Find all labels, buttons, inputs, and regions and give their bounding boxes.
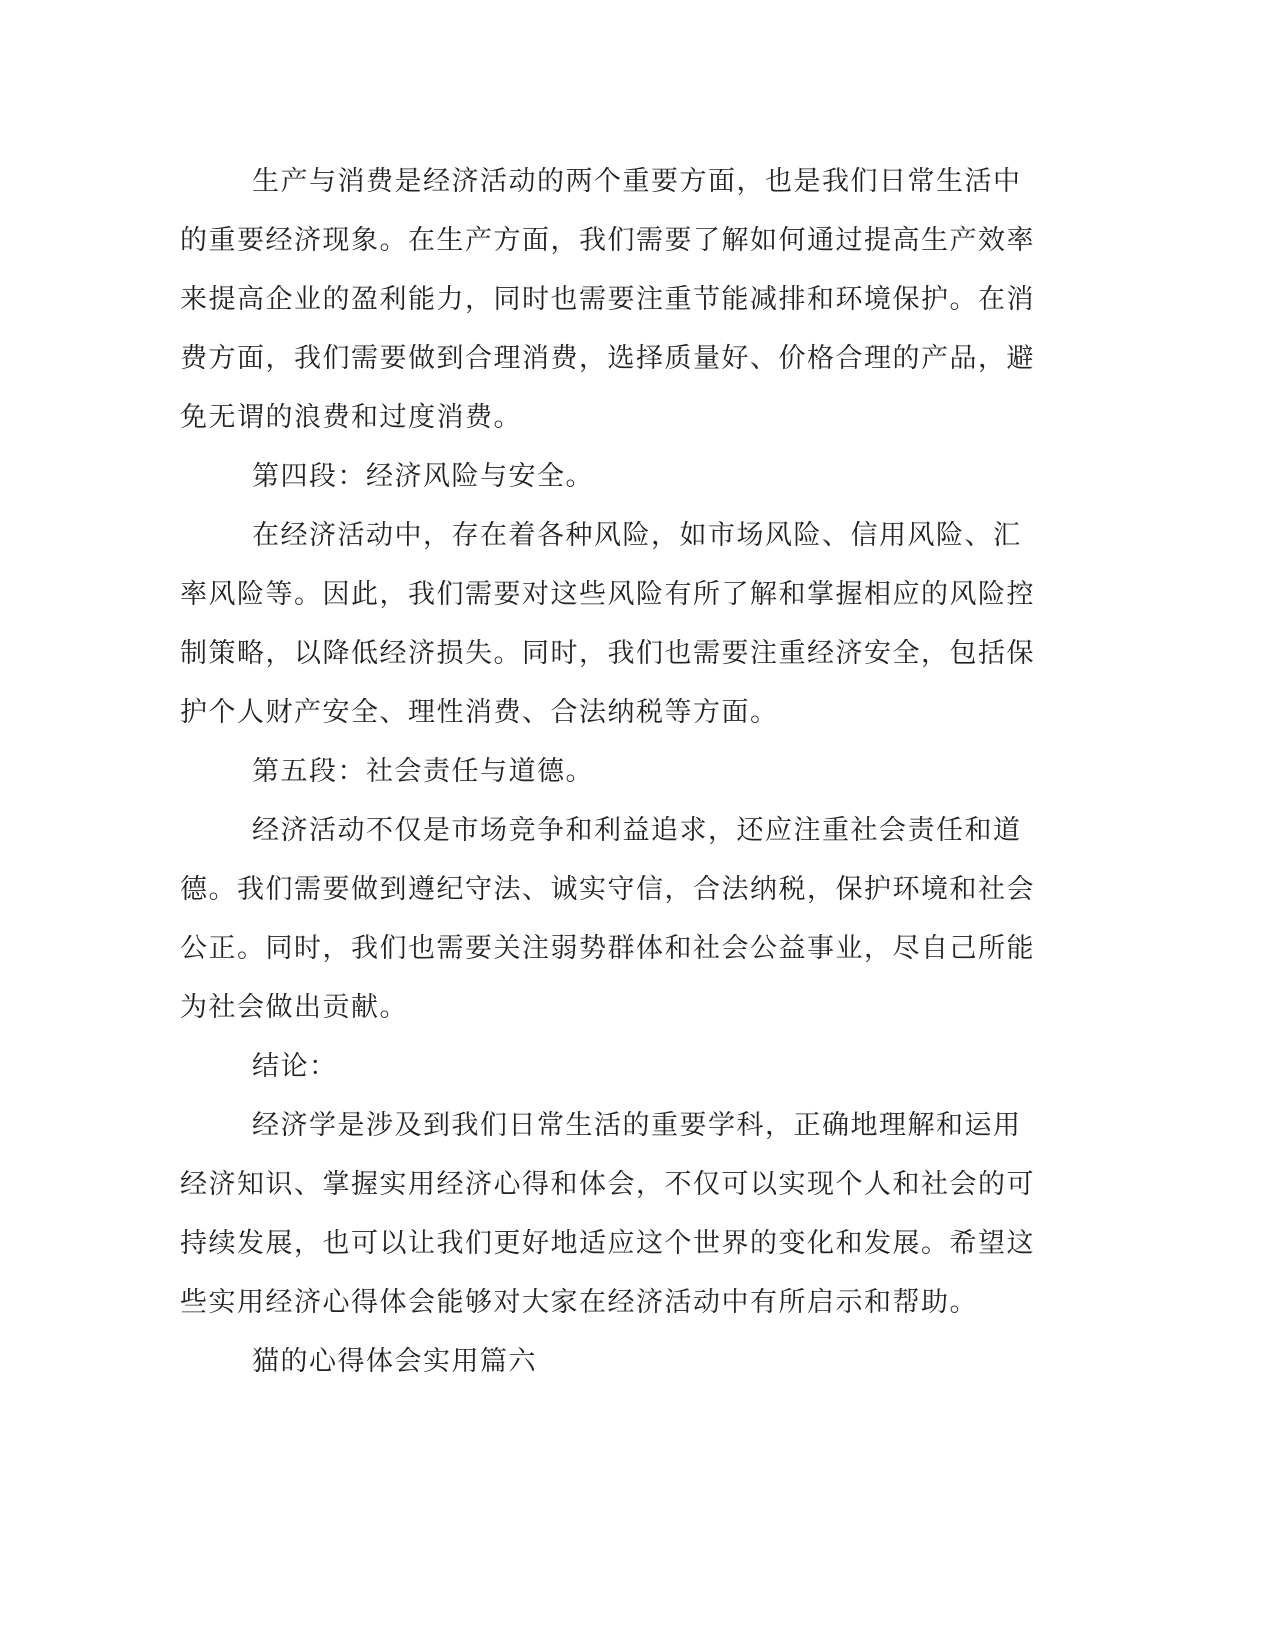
document-body	[180, 152, 1040, 1391]
paragraph-conclusion: 经济学是涉及到我们日常生活的重要学科，正确地理解和运用经济知识、掌握实用经济心得和体会，不仅可以实现个人和社会的可持续发展，也可以让我们更好地适应这个世界的变化和发展。希望这些实用经济心得体会能够对大家在经济活动中有所启示和帮助。	[180, 1110, 1035, 1318]
heading-next-article: 猫的心得体会实用篇六	[252, 1346, 537, 1377]
paragraph-production-consumption: 生产与消费是经济活动的两个重要方面，也是我们日常生活中的重要经济现象。在生产方面，我们需要了解如何通过提高生产效率来提高企业的盈利能力，同时也需要注重节能减排和环境保护。在消费方面，我们需要做到合理消费，选择质量好、价格合理的产品，避免无谓的浪费和过度消费。	[180, 166, 1035, 433]
paragraph-social-responsibility: 经济活动不仅是市场竞争和利益追求，还应注重社会责任和道德。我们需要做到遵纪守法、诚实守信，合法纳税，保护环境和社会公正。同时，我们也需要关注弱势群体和社会公益事业，尽自己所能为社会做出贡献。	[180, 815, 1035, 1023]
heading-section-four: 第四段：经济风险与安全。	[252, 461, 594, 492]
paragraph-economic-risk: 在经济活动中，存在着各种风险，如市场风险、信用风险、汇率风险等。因此，我们需要对这些风险有所了解和掌握相应的风险控制策略，以降低经济损失。同时，我们也需要注重经济安全，包括保护个人财产安全、理性消费、合法纳税等方面。	[180, 520, 1035, 728]
heading-section-five: 第五段：社会责任与道德。	[252, 756, 594, 787]
heading-conclusion: 结论：	[252, 1051, 338, 1082]
